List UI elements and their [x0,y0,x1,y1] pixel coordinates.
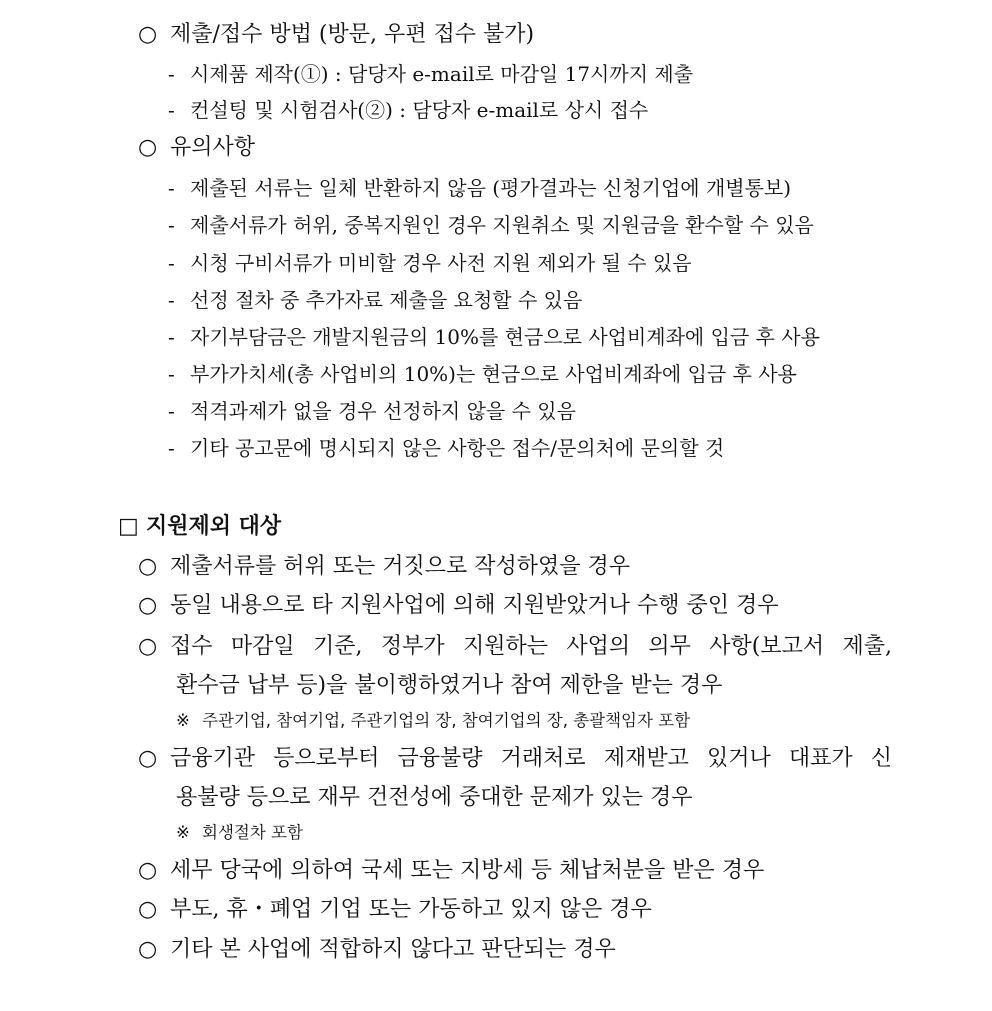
exclusion-item [138,556,630,578]
exclusion-note-text: 주관기업, 참여기업, 주관기업의 장, 참여기업의 장, 총괄책임자 포함 [202,711,691,730]
note-item [168,327,820,347]
notes-title-item [138,137,255,159]
circle-bullet: ○ [138,634,158,659]
exclusion-item-text: 제출서류를 허위 또는 거짓으로 작성하였을 경우 [170,554,631,579]
note-item [168,253,692,273]
submission-detail-item [168,64,693,84]
note-item-text: 시청 구비서류가 미비할 경우 사전 지원 제외가 될 수 있음 [190,251,692,275]
submission-method-text: 제출/접수 방법 (방문, 우편 접수 불가) [170,22,535,47]
note-item-text: 제출된 서류는 일체 반환하지 않음 (평가결과는 신청기업에 개별통보) [190,176,792,200]
note-item [168,178,791,198]
notes-title: 유의사항 [170,135,256,160]
exclusion-item-text: 기타 본 사업에 적합하지 않다고 판단되는 경우 [170,937,616,962]
exclusion-note [176,825,303,842]
exclusion-item [138,595,779,617]
exclusion-note-text: 회생절차 포함 [202,823,303,842]
exclusion-heading [118,516,281,538]
dash-bullet: - [168,98,175,122]
note-item-text: 기타 공고문에 명시되지 않은 사항은 접수/문의처에 문의할 것 [190,436,725,460]
dash-bullet: - [168,362,175,386]
submission-detail-text: 시제품 제작(①) : 담당자 e-mail로 마감일 17시까지 제출 [190,62,694,86]
note-item-text: 적격과제가 없을 경우 선정하지 않을 수 있음 [190,399,576,423]
circle-bullet: ○ [138,746,158,771]
dash-bullet: - [168,213,175,237]
exclusion-item [138,860,764,882]
exclusion-item-text: 금융기관 등으로부터 금융불량 거래처로 제재받고 있거나 대표가 신 [170,746,892,771]
circle-bullet: ○ [138,593,158,618]
circle-bullet: ○ [138,22,158,47]
note-item [168,215,814,235]
submission-method-item [138,24,534,46]
note-item [168,364,797,384]
exclusion-item [138,748,892,770]
circle-bullet: ○ [138,135,158,160]
exclusion-item-text: 용불량 등으로 재무 건전성에 중대한 문제가 있는 경우 [176,785,693,810]
note-item-text: 부가가치세(총 사업비의 10%)는 현금으로 사업비계좌에 입금 후 사용 [190,362,797,386]
note-item-text: 자기부담금은 개발지원금의 10%를 현금으로 사업비계좌에 입금 후 사용 [190,325,820,349]
dash-bullet: - [168,288,175,312]
note-item-text: 선정 절차 중 추가자료 제출을 요청할 수 있음 [190,288,583,312]
note-mark: ※ [176,823,190,842]
exclusion-item [138,636,892,658]
circle-bullet: ○ [138,858,158,883]
submission-detail-item [168,100,648,120]
circle-bullet: ○ [138,937,158,962]
exclusion-item-text: 접수 마감일 기준, 정부가 지원하는 사업의 의무 사항(보고서 제출, [170,634,892,659]
exclusion-item-text: 동일 내용으로 타 지원사업에 의해 지원받았거나 수행 중인 경우 [170,593,779,618]
exclusion-note [176,713,690,730]
submission-detail-text: 컨설팅 및 시험검사(②) : 담당자 e-mail로 상시 접수 [190,98,649,122]
exclusion-item [138,939,616,961]
circle-bullet: ○ [138,897,158,922]
box-bullet: □ [118,514,139,539]
note-item [168,401,576,421]
exclusion-item-text: 부도, 휴・폐업 기업 또는 가동하고 있지 않은 경우 [170,897,652,922]
note-item-text: 제출서류가 허위, 중복지원인 경우 지원취소 및 지원금을 환수할 수 있음 [190,213,814,237]
dash-bullet: - [168,325,175,349]
exclusion-title: 지원제외 대상 [146,514,282,539]
exclusion-item-continuation [176,675,722,697]
note-item [168,290,582,310]
dash-bullet: - [168,399,175,423]
note-item [168,438,724,458]
exclusion-item-continuation [176,787,693,809]
exclusion-item [138,899,652,921]
note-mark: ※ [176,711,190,730]
dash-bullet: - [168,62,175,86]
dash-bullet: - [168,436,175,460]
dash-bullet: - [168,176,175,200]
circle-bullet: ○ [138,554,158,579]
dash-bullet: - [168,251,175,275]
exclusion-item-text: 환수금 납부 등)을 불이행하였거나 참여 제한을 받는 경우 [176,673,723,698]
exclusion-item-text: 세무 당국에 의하여 국세 또는 지방세 등 체납처분을 받은 경우 [170,858,765,883]
